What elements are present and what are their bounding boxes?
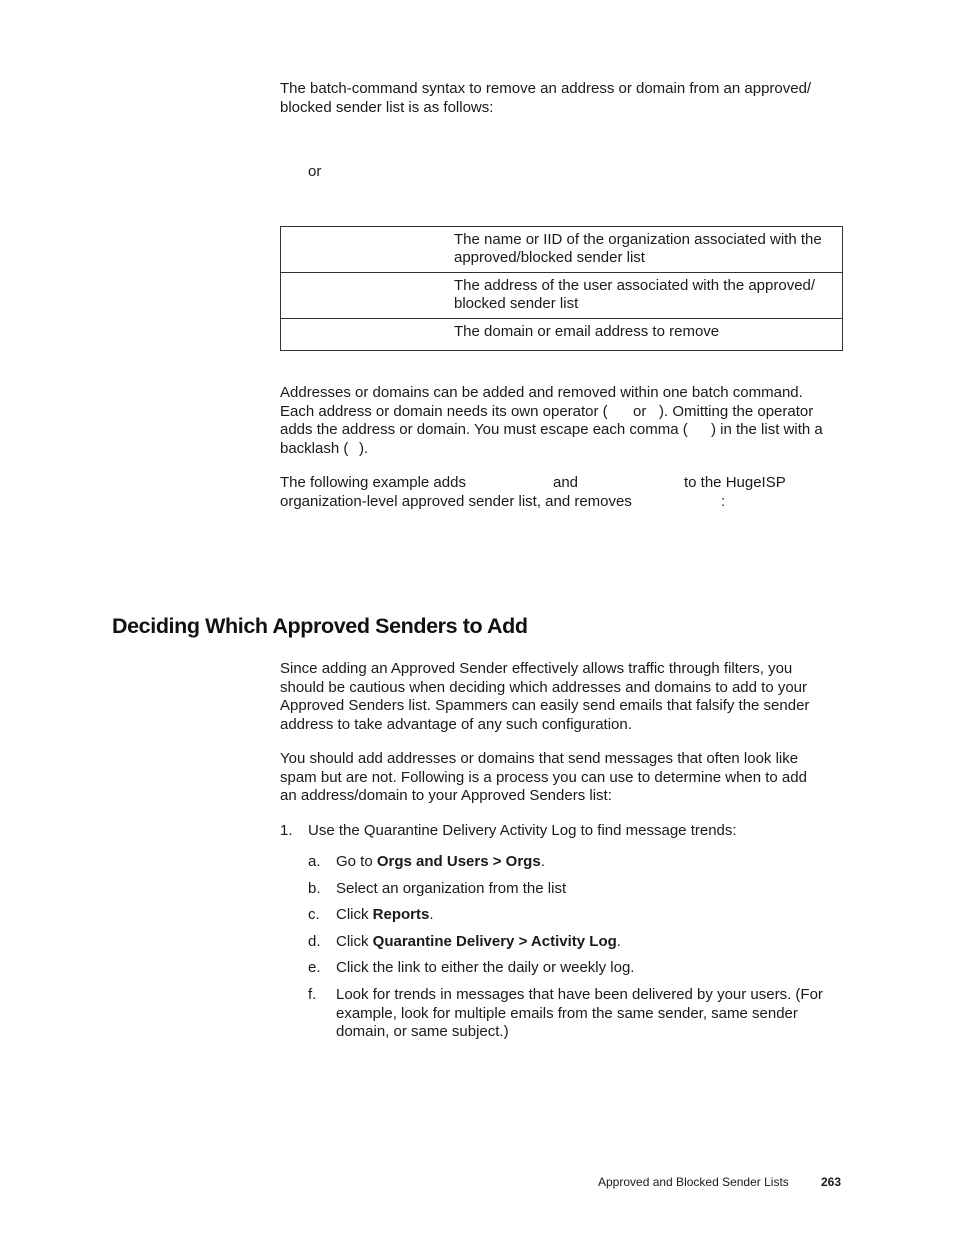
param-description-line: The name or IID of the organization associated with the <box>454 231 822 248</box>
text-span: : <box>721 492 726 510</box>
substep-label: e. <box>308 959 321 976</box>
substep-label: b. <box>308 880 321 897</box>
text-span: adds the address or domain. You must escape each comma ( <box>280 421 688 439</box>
intro-line-2: blocked sender list is as follows: <box>280 98 494 116</box>
menu-path: Orgs and Users > Orgs <box>376 853 541 870</box>
param-description-cell <box>453 319 843 351</box>
example-paragraph <box>280 474 845 511</box>
text-span: ). <box>359 439 369 457</box>
paragraph-line: spam but are not. Following is a process you can use to determine when to add <box>280 768 807 786</box>
substep-text <box>336 959 844 978</box>
paragraph-line: an address/domain to your Approved Senders list: <box>280 787 612 805</box>
param-description-line: approved/blocked sender list <box>454 249 645 266</box>
text-span: backlash ( <box>280 439 349 457</box>
footer-title: Approved and Blocked Sender Lists <box>598 1175 789 1189</box>
text-span: Click the link to either the daily or weekly log. <box>336 959 635 976</box>
table-row <box>281 273 843 319</box>
text-span: to the HugeISP <box>684 474 786 491</box>
example-line-1 <box>280 474 845 493</box>
syntax-or-separator: or <box>308 163 322 180</box>
text-span: Click <box>336 906 373 923</box>
paragraph-line: Since adding an Approved Sender effectively allows traffic through filters, you <box>280 660 793 677</box>
paragraph-line: address to take advantage of any such configuration. <box>280 715 632 733</box>
paragraph-line: Look for trends in messages that have been delivered by your users. (For <box>336 986 823 1003</box>
section-heading: Deciding Which Approved Senders to Add <box>112 614 528 638</box>
paragraph-line: Approved Senders list. Spammers can easily send emails that falsify the sender <box>280 697 810 715</box>
substep-text <box>336 906 844 925</box>
substep-label: f. <box>308 986 317 1003</box>
param-description-cell <box>453 227 843 273</box>
substep-text <box>336 880 844 899</box>
param-name-cell <box>281 273 454 319</box>
param-name-cell <box>281 227 454 273</box>
page-number: 263 <box>821 1175 842 1189</box>
param-description-line: The address of the user associated with the approved/ <box>454 277 816 294</box>
substep-label: d. <box>308 933 321 950</box>
table-row <box>281 319 843 351</box>
substep-label: a. <box>308 853 321 870</box>
step-1-number: 1. <box>280 822 293 839</box>
menu-path: Reports <box>372 906 430 923</box>
paragraph-line: You should add addresses or domains that send messages that often look like <box>280 750 799 767</box>
param-name-cell <box>281 319 454 351</box>
add-remove-line-2 <box>280 403 845 422</box>
intro-line-1: The batch-command syntax to remove an address or domain from an approved/ <box>280 80 812 97</box>
text-span: ) in the list with a <box>711 421 823 439</box>
text-span: Select an organization from the list <box>336 880 567 897</box>
section-paragraph-1 <box>280 660 845 734</box>
text-span: . <box>429 906 434 923</box>
text-span: organization-level approved sender list, and removes <box>280 492 632 510</box>
parameters-table <box>280 226 843 351</box>
add-remove-line-3 <box>280 421 845 440</box>
text-span: . <box>540 853 545 870</box>
add-remove-line-4 <box>280 440 845 459</box>
text-span: and <box>553 474 579 491</box>
text-span: Each address or domain needs its own operator ( <box>280 402 608 420</box>
param-description-line: blocked sender list <box>454 295 579 312</box>
section-paragraph-2 <box>280 750 845 806</box>
substep-text <box>336 986 844 1042</box>
param-description-cell <box>453 273 843 319</box>
menu-path: Quarantine Delivery > Activity Log <box>372 933 617 950</box>
step-1-text: Use the Quarantine Delivery Activity Log to find message trends: <box>308 822 737 839</box>
text-span: ). Omitting the operator <box>659 402 814 420</box>
substep-text <box>336 933 844 952</box>
intro-paragraph <box>280 80 811 117</box>
substep-label: c. <box>308 906 320 923</box>
add-remove-line-1: Addresses or domains can be added and removed within one batch command. <box>280 384 803 401</box>
text-span: The following example adds <box>280 474 466 491</box>
add-remove-paragraph <box>280 384 845 458</box>
text-span: Go to <box>336 853 377 870</box>
paragraph-line: should be cautious when deciding which addresses and domains to add to your <box>280 678 808 696</box>
param-description-line: The domain or email address to remove <box>454 323 720 340</box>
paragraph-line: example, look for multiple emails from the same sender, same sender <box>336 1004 798 1022</box>
table-row <box>281 227 843 273</box>
example-line-2 <box>280 493 845 512</box>
text-span: or <box>633 402 647 420</box>
substep-text <box>336 853 844 872</box>
text-span: Click <box>336 933 373 950</box>
paragraph-line: domain, or same subject.) <box>336 1023 509 1041</box>
text-span: . <box>616 933 621 950</box>
